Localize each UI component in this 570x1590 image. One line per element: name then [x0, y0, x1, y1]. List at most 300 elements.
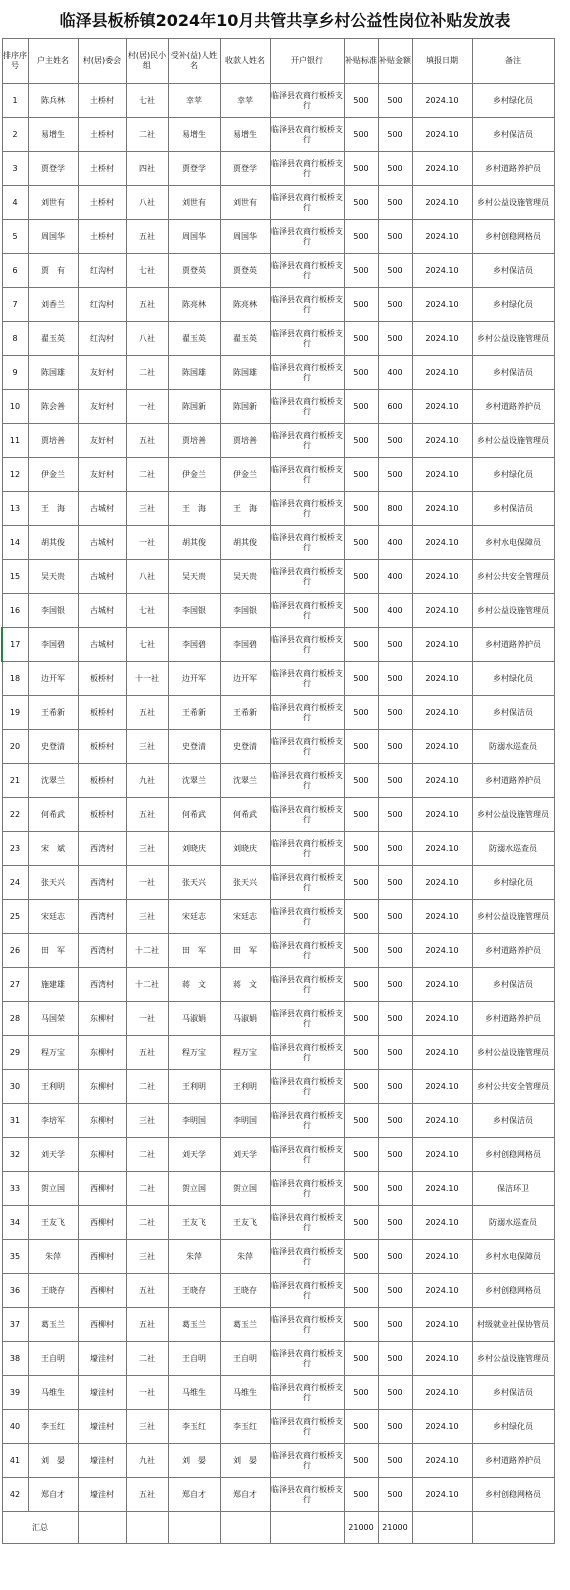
cell-payee[interactable]: 陈国雄 — [220, 356, 270, 390]
cell-payee[interactable]: 陈国新 — [220, 390, 270, 424]
cell-recipient[interactable]: 陈国新 — [168, 390, 220, 424]
cell-household-head[interactable]: 刘世有 — [28, 186, 78, 220]
cell-date[interactable]: 2024.10 — [412, 1342, 472, 1376]
cell-standard[interactable]: 500 — [344, 526, 378, 560]
cell-bank[interactable]: 临泽县农商行板桥支行 — [270, 356, 344, 390]
header-cell[interactable]: 受补(益)人姓名 — [168, 39, 220, 84]
cell-serial[interactable]: 39 — [2, 1376, 28, 1410]
cell-group[interactable]: 三社 — [126, 492, 168, 526]
cell-group[interactable]: 一社 — [126, 866, 168, 900]
cell-standard[interactable]: 500 — [344, 1274, 378, 1308]
cell-payee[interactable]: 幸苹 — [220, 84, 270, 118]
cell-household-head[interactable]: 翟玉英 — [28, 322, 78, 356]
cell-village[interactable]: 西湾村 — [78, 934, 126, 968]
cell-village[interactable]: 壕洼村 — [78, 1478, 126, 1512]
cell-note[interactable]: 乡村道路养护员 — [472, 152, 554, 186]
cell-bank[interactable]: 临泽县农商行板桥支行 — [270, 662, 344, 696]
cell-recipient[interactable]: 王晓存 — [168, 1274, 220, 1308]
cell-serial[interactable]: 1 — [2, 84, 28, 118]
cell-date[interactable]: 2024.10 — [412, 424, 472, 458]
cell-group[interactable]: 五社 — [126, 1478, 168, 1512]
cell-bank[interactable]: 临泽县农商行板桥支行 — [270, 1444, 344, 1478]
cell-group[interactable]: 三社 — [126, 730, 168, 764]
cell-household-head[interactable]: 周国华 — [28, 220, 78, 254]
cell-note[interactable]: 乡村公益设施管理员 — [472, 424, 554, 458]
cell-note[interactable]: 乡村道路养护员 — [472, 628, 554, 662]
cell-payee[interactable]: 沈翠兰 — [220, 764, 270, 798]
cell-bank[interactable]: 临泽县农商行板桥支行 — [270, 492, 344, 526]
cell-note[interactable]: 乡村创稳网格员 — [472, 220, 554, 254]
cell-village[interactable]: 板桥村 — [78, 662, 126, 696]
cell-amount[interactable]: 500 — [378, 1036, 412, 1070]
cell-serial[interactable]: 18 — [2, 662, 28, 696]
cell-bank[interactable]: 临泽县农商行板桥支行 — [270, 1410, 344, 1444]
cell-date[interactable]: 2024.10 — [412, 1274, 472, 1308]
cell-bank[interactable]: 临泽县农商行板桥支行 — [270, 968, 344, 1002]
cell-serial[interactable]: 34 — [2, 1206, 28, 1240]
cell-payee[interactable]: 刘 晏 — [220, 1444, 270, 1478]
cell-household-head[interactable]: 郑自才 — [28, 1478, 78, 1512]
cell-recipient[interactable]: 王 海 — [168, 492, 220, 526]
cell-standard[interactable]: 500 — [344, 1410, 378, 1444]
empty-cell[interactable] — [270, 1512, 344, 1544]
cell-payee[interactable]: 王利明 — [220, 1070, 270, 1104]
cell-amount[interactable]: 400 — [378, 560, 412, 594]
cell-bank[interactable]: 临泽县农商行板桥支行 — [270, 1002, 344, 1036]
header-cell[interactable]: 村(居)委会 — [78, 39, 126, 84]
cell-bank[interactable]: 临泽县农商行板桥支行 — [270, 1478, 344, 1512]
cell-bank[interactable]: 临泽县农商行板桥支行 — [270, 560, 344, 594]
cell-group[interactable]: 三社 — [126, 900, 168, 934]
cell-village[interactable]: 壕洼村 — [78, 1376, 126, 1410]
cell-recipient[interactable]: 刘 晏 — [168, 1444, 220, 1478]
cell-bank[interactable]: 临泽县农商行板桥支行 — [270, 1104, 344, 1138]
header-cell[interactable]: 收款人姓名 — [220, 39, 270, 84]
cell-serial[interactable]: 32 — [2, 1138, 28, 1172]
cell-serial[interactable]: 37 — [2, 1308, 28, 1342]
cell-village[interactable]: 土桥村 — [78, 152, 126, 186]
cell-payee[interactable]: 王 海 — [220, 492, 270, 526]
cell-date[interactable]: 2024.10 — [412, 288, 472, 322]
cell-standard[interactable]: 500 — [344, 254, 378, 288]
cell-household-head[interactable]: 李国碧 — [28, 628, 78, 662]
cell-serial[interactable]: 12 — [2, 458, 28, 492]
cell-group[interactable]: 一社 — [126, 390, 168, 424]
cell-standard[interactable]: 500 — [344, 1240, 378, 1274]
cell-amount[interactable]: 500 — [378, 288, 412, 322]
cell-serial[interactable]: 36 — [2, 1274, 28, 1308]
cell-household-head[interactable]: 伊金兰 — [28, 458, 78, 492]
cell-amount[interactable]: 500 — [378, 1342, 412, 1376]
cell-recipient[interactable]: 伊金兰 — [168, 458, 220, 492]
cell-bank[interactable]: 临泽县农商行板桥支行 — [270, 1376, 344, 1410]
cell-village[interactable]: 土桥村 — [78, 220, 126, 254]
cell-amount[interactable]: 500 — [378, 866, 412, 900]
cell-serial[interactable]: 7 — [2, 288, 28, 322]
cell-group[interactable]: 五社 — [126, 1274, 168, 1308]
cell-payee[interactable]: 葛玉兰 — [220, 1308, 270, 1342]
cell-group[interactable]: 三社 — [126, 1104, 168, 1138]
cell-serial[interactable]: 6 — [2, 254, 28, 288]
cell-payee[interactable]: 李国碧 — [220, 628, 270, 662]
cell-bank[interactable]: 临泽县农商行板桥支行 — [270, 1172, 344, 1206]
cell-payee[interactable]: 李玉红 — [220, 1410, 270, 1444]
cell-amount[interactable]: 500 — [378, 628, 412, 662]
cell-date[interactable]: 2024.10 — [412, 492, 472, 526]
cell-payee[interactable]: 田 军 — [220, 934, 270, 968]
header-cell[interactable]: 村(居)民小组 — [126, 39, 168, 84]
empty-cell[interactable] — [472, 1512, 554, 1544]
cell-village[interactable]: 西柳村 — [78, 1274, 126, 1308]
cell-household-head[interactable]: 刘天学 — [28, 1138, 78, 1172]
cell-household-head[interactable]: 李培军 — [28, 1104, 78, 1138]
cell-household-head[interactable]: 吴天贵 — [28, 560, 78, 594]
cell-bank[interactable]: 临泽县农商行板桥支行 — [270, 220, 344, 254]
cell-amount[interactable]: 500 — [378, 1478, 412, 1512]
cell-standard[interactable]: 500 — [344, 152, 378, 186]
cell-standard[interactable]: 500 — [344, 764, 378, 798]
cell-group[interactable]: 七社 — [126, 594, 168, 628]
cell-bank[interactable]: 临泽县农商行板桥支行 — [270, 1138, 344, 1172]
cell-date[interactable]: 2024.10 — [412, 900, 472, 934]
cell-village[interactable]: 西湾村 — [78, 866, 126, 900]
cell-amount[interactable]: 500 — [378, 832, 412, 866]
cell-payee[interactable]: 史登清 — [220, 730, 270, 764]
cell-recipient[interactable]: 郑自才 — [168, 1478, 220, 1512]
cell-note[interactable]: 乡村保洁员 — [472, 356, 554, 390]
cell-standard[interactable]: 500 — [344, 1206, 378, 1240]
cell-recipient[interactable]: 幸苹 — [168, 84, 220, 118]
cell-amount[interactable]: 500 — [378, 968, 412, 1002]
cell-household-head[interactable]: 贾登学 — [28, 152, 78, 186]
cell-date[interactable]: 2024.10 — [412, 1138, 472, 1172]
cell-village[interactable]: 西柳村 — [78, 1240, 126, 1274]
cell-serial[interactable]: 14 — [2, 526, 28, 560]
cell-village[interactable]: 西湾村 — [78, 968, 126, 1002]
cell-recipient[interactable]: 陈亮林 — [168, 288, 220, 322]
cell-village[interactable]: 古城村 — [78, 594, 126, 628]
cell-recipient[interactable]: 刘世有 — [168, 186, 220, 220]
cell-bank[interactable]: 临泽县农商行板桥支行 — [270, 696, 344, 730]
cell-date[interactable]: 2024.10 — [412, 1002, 472, 1036]
empty-cell[interactable] — [220, 1512, 270, 1544]
cell-amount[interactable]: 500 — [378, 458, 412, 492]
cell-standard[interactable]: 500 — [344, 628, 378, 662]
cell-amount[interactable]: 500 — [378, 1308, 412, 1342]
cell-serial[interactable]: 2 — [2, 118, 28, 152]
cell-group[interactable]: 三社 — [126, 832, 168, 866]
cell-bank[interactable]: 临泽县农商行板桥支行 — [270, 1240, 344, 1274]
cell-bank[interactable]: 临泽县农商行板桥支行 — [270, 866, 344, 900]
cell-group[interactable]: 八社 — [126, 322, 168, 356]
cell-household-head[interactable]: 王友飞 — [28, 1206, 78, 1240]
cell-standard[interactable]: 500 — [344, 1070, 378, 1104]
cell-payee[interactable]: 翟玉英 — [220, 322, 270, 356]
cell-recipient[interactable]: 刘天学 — [168, 1138, 220, 1172]
header-cell[interactable]: 开户银行 — [270, 39, 344, 84]
cell-bank[interactable]: 临泽县农商行板桥支行 — [270, 186, 344, 220]
cell-group[interactable]: 五社 — [126, 424, 168, 458]
cell-household-head[interactable]: 王晓存 — [28, 1274, 78, 1308]
cell-household-head[interactable]: 陈兵林 — [28, 84, 78, 118]
cell-recipient[interactable]: 李玉红 — [168, 1410, 220, 1444]
cell-note[interactable]: 保洁环卫 — [472, 1172, 554, 1206]
cell-note[interactable]: 乡村道路养护员 — [472, 1002, 554, 1036]
cell-payee[interactable]: 胡其俊 — [220, 526, 270, 560]
cell-date[interactable]: 2024.10 — [412, 594, 472, 628]
cell-date[interactable]: 2024.10 — [412, 1206, 472, 1240]
cell-amount[interactable]: 500 — [378, 322, 412, 356]
cell-household-head[interactable]: 朱萍 — [28, 1240, 78, 1274]
cell-household-head[interactable]: 马国荣 — [28, 1002, 78, 1036]
cell-note[interactable]: 乡村公益设施管理员 — [472, 900, 554, 934]
cell-bank[interactable]: 临泽县农商行板桥支行 — [270, 764, 344, 798]
cell-date[interactable]: 2024.10 — [412, 662, 472, 696]
cell-group[interactable]: 二社 — [126, 1206, 168, 1240]
cell-date[interactable]: 2024.10 — [412, 356, 472, 390]
cell-household-head[interactable]: 马维生 — [28, 1376, 78, 1410]
header-cell[interactable]: 户主姓名 — [28, 39, 78, 84]
cell-note[interactable]: 乡村绿化员 — [472, 84, 554, 118]
cell-amount[interactable]: 500 — [378, 186, 412, 220]
cell-date[interactable]: 2024.10 — [412, 866, 472, 900]
cell-date[interactable]: 2024.10 — [412, 1104, 472, 1138]
cell-recipient[interactable]: 马淑娟 — [168, 1002, 220, 1036]
cell-note[interactable]: 乡村创稳网格员 — [472, 1478, 554, 1512]
cell-household-head[interactable]: 张天兴 — [28, 866, 78, 900]
cell-standard[interactable]: 500 — [344, 220, 378, 254]
cell-standard[interactable]: 500 — [344, 492, 378, 526]
cell-group[interactable]: 二社 — [126, 356, 168, 390]
cell-date[interactable]: 2024.10 — [412, 1308, 472, 1342]
cell-group[interactable]: 三社 — [126, 1410, 168, 1444]
cell-standard[interactable]: 500 — [344, 356, 378, 390]
cell-group[interactable]: 一社 — [126, 526, 168, 560]
cell-group[interactable]: 九社 — [126, 764, 168, 798]
cell-group[interactable]: 二社 — [126, 1342, 168, 1376]
cell-serial[interactable]: 15 — [2, 560, 28, 594]
cell-date[interactable]: 2024.10 — [412, 1410, 472, 1444]
cell-bank[interactable]: 临泽县农商行板桥支行 — [270, 458, 344, 492]
cell-note[interactable]: 乡村保洁员 — [472, 1376, 554, 1410]
cell-note[interactable]: 乡村绿化员 — [472, 288, 554, 322]
cell-village[interactable]: 壕洼村 — [78, 1342, 126, 1376]
cell-payee[interactable]: 郑自才 — [220, 1478, 270, 1512]
empty-cell[interactable] — [168, 1512, 220, 1544]
cell-date[interactable]: 2024.10 — [412, 1240, 472, 1274]
cell-recipient[interactable]: 李明国 — [168, 1104, 220, 1138]
cell-household-head[interactable]: 贾培善 — [28, 424, 78, 458]
cell-amount[interactable]: 500 — [378, 1104, 412, 1138]
cell-bank[interactable]: 临泽县农商行板桥支行 — [270, 390, 344, 424]
cell-group[interactable]: 一社 — [126, 1376, 168, 1410]
cell-standard[interactable]: 500 — [344, 1444, 378, 1478]
cell-payee[interactable]: 王友飞 — [220, 1206, 270, 1240]
cell-amount[interactable]: 400 — [378, 526, 412, 560]
cell-note[interactable]: 乡村公益设施管理员 — [472, 798, 554, 832]
cell-standard[interactable]: 500 — [344, 832, 378, 866]
header-cell[interactable]: 填报日期 — [412, 39, 472, 84]
cell-standard[interactable]: 500 — [344, 186, 378, 220]
cell-bank[interactable]: 临泽县农商行板桥支行 — [270, 934, 344, 968]
cell-group[interactable]: 七社 — [126, 84, 168, 118]
cell-date[interactable]: 2024.10 — [412, 696, 472, 730]
cell-standard[interactable]: 500 — [344, 560, 378, 594]
cell-amount[interactable]: 500 — [378, 1070, 412, 1104]
cell-payee[interactable]: 陈亮林 — [220, 288, 270, 322]
cell-date[interactable]: 2024.10 — [412, 390, 472, 424]
cell-note[interactable]: 防溺水巡查员 — [472, 832, 554, 866]
cell-amount[interactable]: 500 — [378, 1002, 412, 1036]
cell-recipient[interactable]: 陈国雄 — [168, 356, 220, 390]
cell-bank[interactable]: 临泽县农商行板桥支行 — [270, 288, 344, 322]
cell-recipient[interactable]: 边开军 — [168, 662, 220, 696]
cell-recipient[interactable]: 李国银 — [168, 594, 220, 628]
cell-recipient[interactable]: 易增生 — [168, 118, 220, 152]
cell-date[interactable]: 2024.10 — [412, 560, 472, 594]
cell-standard[interactable]: 500 — [344, 968, 378, 1002]
cell-payee[interactable]: 刘晓庆 — [220, 832, 270, 866]
cell-note[interactable]: 乡村保洁员 — [472, 254, 554, 288]
cell-village[interactable]: 土桥村 — [78, 186, 126, 220]
cell-bank[interactable]: 临泽县农商行板桥支行 — [270, 1342, 344, 1376]
cell-household-head[interactable]: 陈会善 — [28, 390, 78, 424]
cell-serial[interactable]: 30 — [2, 1070, 28, 1104]
cell-note[interactable]: 村级就业社保协管员 — [472, 1308, 554, 1342]
cell-payee[interactable]: 刘天学 — [220, 1138, 270, 1172]
cell-payee[interactable]: 吴天贵 — [220, 560, 270, 594]
cell-note[interactable]: 乡村保洁员 — [472, 696, 554, 730]
cell-payee[interactable]: 伊金兰 — [220, 458, 270, 492]
cell-payee[interactable]: 张天兴 — [220, 866, 270, 900]
cell-note[interactable]: 乡村公共安全管理员 — [472, 1070, 554, 1104]
cell-amount[interactable]: 500 — [378, 764, 412, 798]
cell-household-head[interactable]: 宋 斌 — [28, 832, 78, 866]
cell-village[interactable]: 板桥村 — [78, 798, 126, 832]
cell-serial[interactable]: 19 — [2, 696, 28, 730]
cell-note[interactable]: 防溺水巡查员 — [472, 730, 554, 764]
cell-group[interactable]: 五社 — [126, 1308, 168, 1342]
cell-recipient[interactable]: 马维生 — [168, 1376, 220, 1410]
cell-recipient[interactable]: 王希新 — [168, 696, 220, 730]
cell-amount[interactable]: 500 — [378, 118, 412, 152]
cell-note[interactable]: 乡村公益设施管理员 — [472, 594, 554, 628]
cell-amount[interactable]: 500 — [378, 152, 412, 186]
cell-recipient[interactable]: 刘晓庆 — [168, 832, 220, 866]
cell-bank[interactable]: 临泽县农商行板桥支行 — [270, 424, 344, 458]
cell-payee[interactable]: 王自明 — [220, 1342, 270, 1376]
cell-payee[interactable]: 王希新 — [220, 696, 270, 730]
cell-serial[interactable]: 38 — [2, 1342, 28, 1376]
cell-note[interactable]: 防溺水巡查员 — [472, 1206, 554, 1240]
cell-serial[interactable]: 24 — [2, 866, 28, 900]
cell-household-head[interactable]: 胡其俊 — [28, 526, 78, 560]
cell-recipient[interactable]: 朱萍 — [168, 1240, 220, 1274]
cell-village[interactable]: 西湾村 — [78, 832, 126, 866]
cell-recipient[interactable]: 贾登学 — [168, 152, 220, 186]
cell-standard[interactable]: 500 — [344, 390, 378, 424]
cell-household-head[interactable]: 李玉红 — [28, 1410, 78, 1444]
cell-payee[interactable]: 宋廷志 — [220, 900, 270, 934]
cell-standard[interactable]: 500 — [344, 1478, 378, 1512]
total-standard[interactable]: 21000 — [344, 1512, 378, 1544]
empty-cell[interactable] — [412, 1512, 472, 1544]
cell-bank[interactable]: 临泽县农商行板桥支行 — [270, 1274, 344, 1308]
cell-bank[interactable]: 临泽县农商行板桥支行 — [270, 594, 344, 628]
cell-serial[interactable]: 16 — [2, 594, 28, 628]
cell-group[interactable]: 八社 — [126, 560, 168, 594]
cell-payee[interactable]: 李国银 — [220, 594, 270, 628]
cell-note[interactable]: 乡村水电保障员 — [472, 1240, 554, 1274]
cell-household-head[interactable]: 田 军 — [28, 934, 78, 968]
cell-date[interactable]: 2024.10 — [412, 968, 472, 1002]
cell-household-head[interactable]: 王利明 — [28, 1070, 78, 1104]
cell-household-head[interactable]: 贺立国 — [28, 1172, 78, 1206]
cell-village[interactable]: 东柳村 — [78, 1104, 126, 1138]
cell-village[interactable]: 古城村 — [78, 560, 126, 594]
cell-date[interactable]: 2024.10 — [412, 1172, 472, 1206]
cell-serial[interactable]: 20 — [2, 730, 28, 764]
total-amount[interactable]: 21000 — [378, 1512, 412, 1544]
cell-group[interactable]: 五社 — [126, 798, 168, 832]
cell-date[interactable]: 2024.10 — [412, 322, 472, 356]
cell-village[interactable]: 友好村 — [78, 458, 126, 492]
cell-village[interactable]: 壕洼村 — [78, 1444, 126, 1478]
cell-village[interactable]: 西柳村 — [78, 1206, 126, 1240]
cell-group[interactable]: 二社 — [126, 1138, 168, 1172]
cell-date[interactable]: 2024.10 — [412, 798, 472, 832]
cell-payee[interactable]: 蒋 文 — [220, 968, 270, 1002]
cell-payee[interactable]: 周国华 — [220, 220, 270, 254]
cell-amount[interactable]: 600 — [378, 390, 412, 424]
cell-recipient[interactable]: 宋廷志 — [168, 900, 220, 934]
cell-amount[interactable]: 400 — [378, 594, 412, 628]
cell-payee[interactable]: 易增生 — [220, 118, 270, 152]
cell-village[interactable]: 壕洼村 — [78, 1410, 126, 1444]
cell-serial[interactable]: 8 — [2, 322, 28, 356]
cell-bank[interactable]: 临泽县农商行板桥支行 — [270, 118, 344, 152]
cell-village[interactable]: 东柳村 — [78, 1002, 126, 1036]
cell-payee[interactable]: 贾培善 — [220, 424, 270, 458]
cell-recipient[interactable]: 蒋 文 — [168, 968, 220, 1002]
cell-serial[interactable]: 33 — [2, 1172, 28, 1206]
cell-amount[interactable]: 500 — [378, 1444, 412, 1478]
cell-payee[interactable]: 马淑娟 — [220, 1002, 270, 1036]
cell-amount[interactable]: 500 — [378, 798, 412, 832]
cell-household-head[interactable]: 刘 晏 — [28, 1444, 78, 1478]
cell-recipient[interactable]: 李国碧 — [168, 628, 220, 662]
cell-amount[interactable]: 500 — [378, 84, 412, 118]
cell-household-head[interactable]: 贾 有 — [28, 254, 78, 288]
cell-recipient[interactable]: 翟玉英 — [168, 322, 220, 356]
cell-recipient[interactable]: 王友飞 — [168, 1206, 220, 1240]
cell-standard[interactable]: 500 — [344, 1376, 378, 1410]
cell-serial[interactable]: 22 — [2, 798, 28, 832]
cell-note[interactable]: 乡村绿化员 — [472, 1410, 554, 1444]
cell-village[interactable]: 友好村 — [78, 390, 126, 424]
cell-note[interactable]: 乡村保洁员 — [472, 1104, 554, 1138]
cell-date[interactable]: 2024.10 — [412, 628, 472, 662]
cell-recipient[interactable]: 田 军 — [168, 934, 220, 968]
cell-household-head[interactable]: 李国银 — [28, 594, 78, 628]
cell-payee[interactable]: 何希武 — [220, 798, 270, 832]
cell-serial[interactable]: 9 — [2, 356, 28, 390]
cell-date[interactable]: 2024.10 — [412, 1444, 472, 1478]
cell-serial[interactable]: 17 — [2, 628, 28, 662]
cell-village[interactable]: 西湾村 — [78, 900, 126, 934]
cell-serial[interactable]: 42 — [2, 1478, 28, 1512]
cell-note[interactable]: 乡村创稳网格员 — [472, 1138, 554, 1172]
